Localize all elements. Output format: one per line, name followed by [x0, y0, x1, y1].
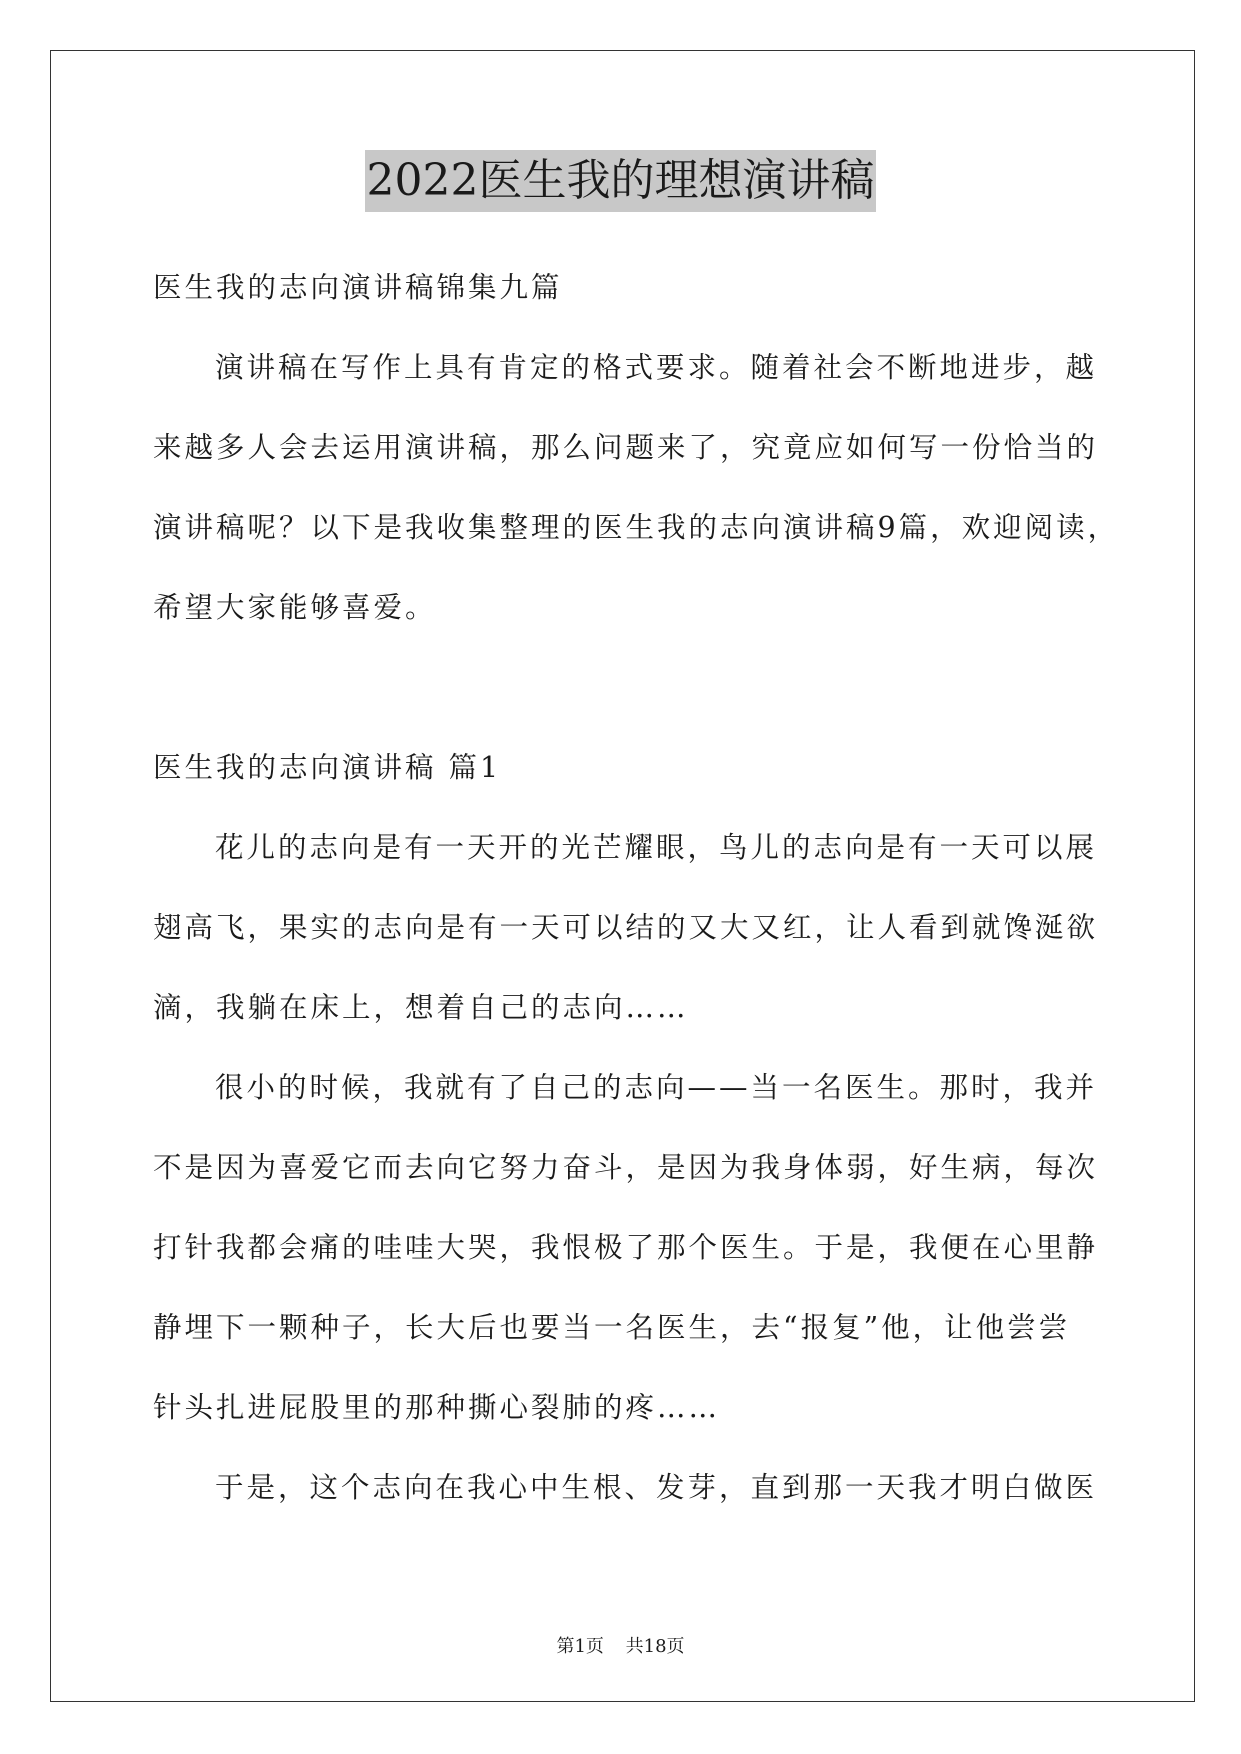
intro-line: 演讲稿呢？以下是我收集整理的医生我的志向演讲稿9篇，欢迎阅读，: [153, 511, 1120, 544]
page-footer: [0, 1632, 1241, 1658]
document-body: [153, 262, 1120, 1542]
intro-line: 来越多人会去运用演讲稿，那么问题来了，究竟应如何写一份恰当的: [153, 431, 1099, 464]
page-number: 第1页: [556, 1636, 604, 1657]
intro-line: 演讲稿在写作上具有肯定的格式要求。随着社会不断地进步，越: [215, 351, 1098, 384]
paragraph-line: 滴，我躺在床上，想着自己的志向……: [153, 991, 689, 1024]
document-title: 2022医生我的理想演讲稿: [365, 150, 877, 212]
paragraph-line: 静埋下一颗种子，长大后也要当一名医生，去“报复”他，让他尝尝: [153, 1311, 1071, 1344]
paragraph-line: 不是因为喜爱它而去向它努力奋斗，是因为我身体弱，好生病，每次: [153, 1151, 1099, 1184]
paragraph-3: [153, 1462, 1098, 1542]
paragraph-line: 针头扎进屁股里的那种撕心裂肺的疼……: [153, 1391, 721, 1424]
subtitle: 医生我的志向演讲稿锦集九篇: [153, 271, 563, 304]
paragraph-line: 打针我都会痛的哇哇大哭，我恨极了那个医生。于是，我便在心里静: [153, 1231, 1099, 1264]
title-wrap: [0, 150, 1241, 212]
paragraph-2: [153, 1062, 1099, 1462]
paragraph-line: 于是，这个志向在我心中生根、发芽，直到那一天我才明白做医: [215, 1471, 1098, 1504]
total-pages: 共18页: [625, 1636, 685, 1657]
paragraph-line: 花儿的志向是有一天开的光芒耀眼，鸟儿的志向是有一天可以展: [215, 831, 1098, 864]
intro-line: 希望大家能够喜爱。: [153, 591, 437, 624]
paragraph-line: 翅高飞，果实的志向是有一天可以结的又大又红，让人看到就馋涎欲: [153, 911, 1099, 944]
paragraph-line: 很小的时候，我就有了自己的志向——当一名医生。那时，我并: [215, 1071, 1098, 1104]
section-heading: 医生我的志向演讲稿 篇1: [153, 751, 502, 784]
paragraph-1: [153, 822, 1099, 1062]
intro-paragraph: [153, 342, 1120, 662]
